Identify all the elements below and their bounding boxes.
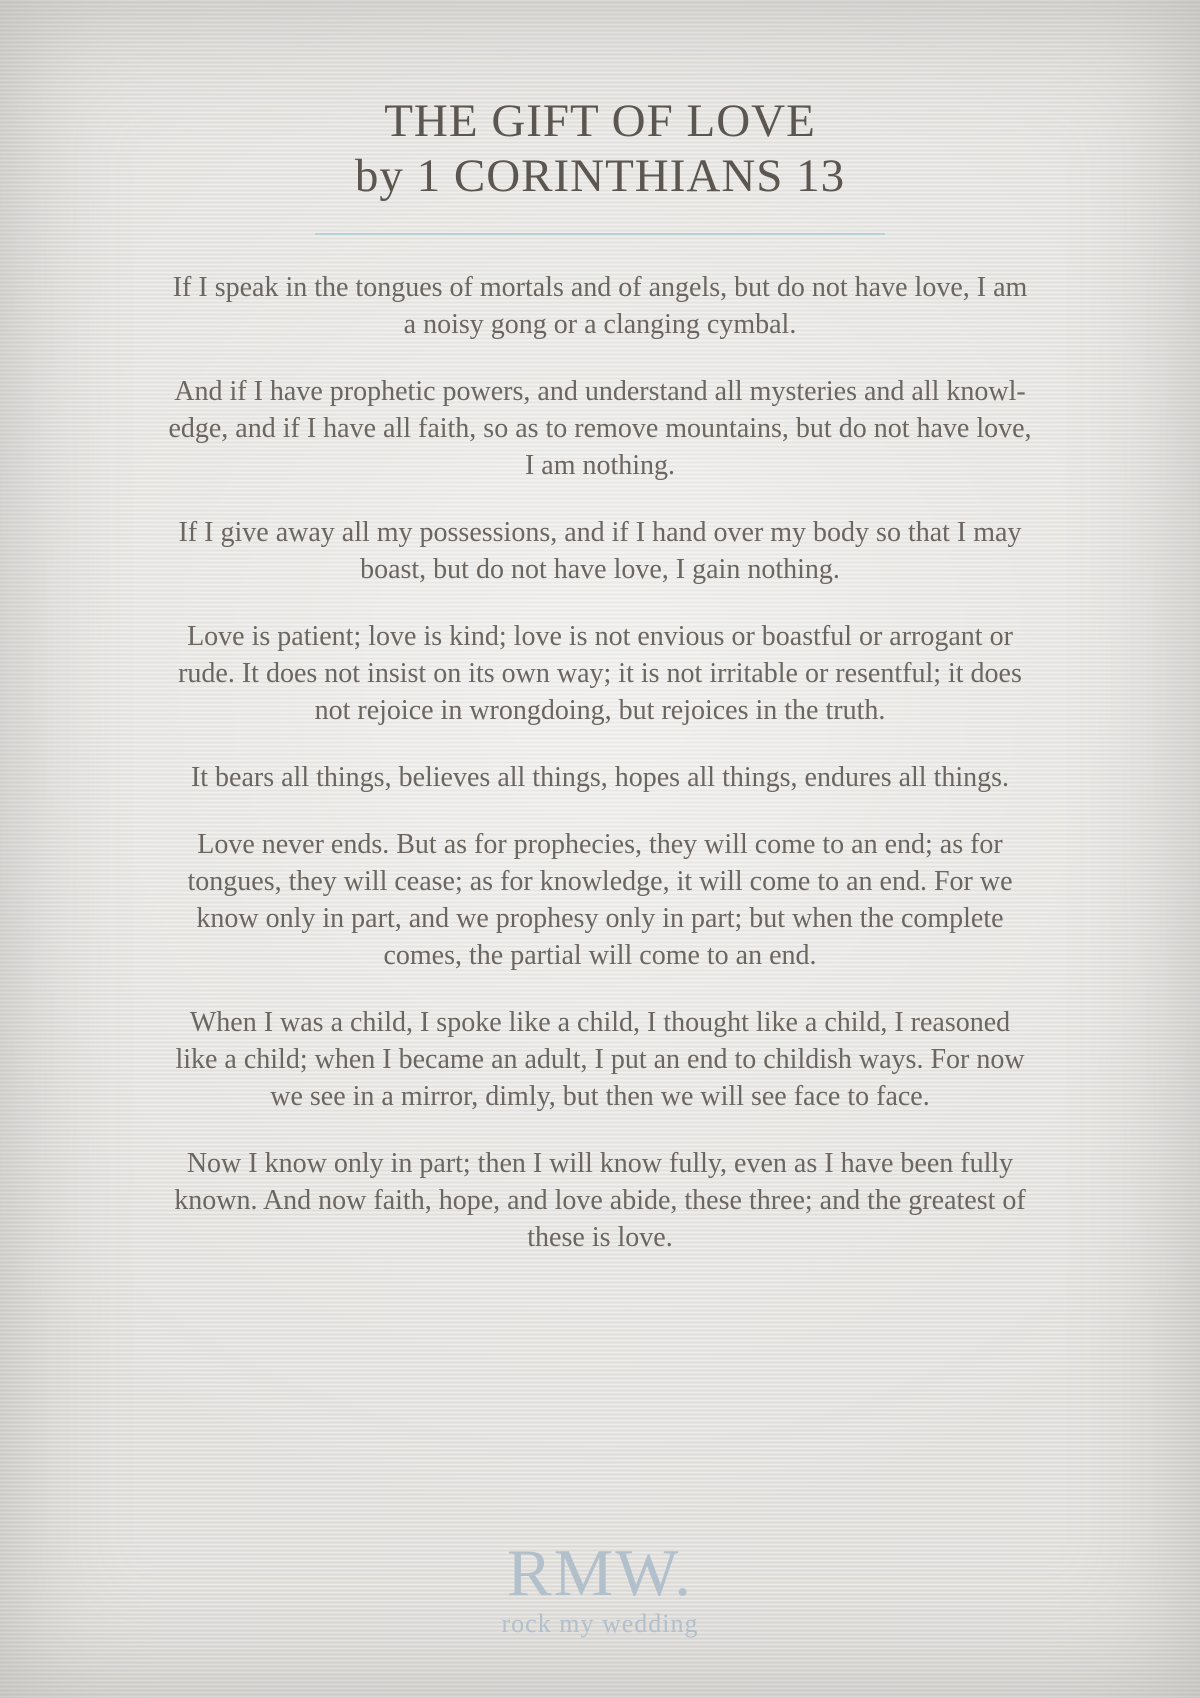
title-block bbox=[0, 0, 1200, 204]
verse-paragraph bbox=[108, 826, 1093, 974]
verse-paragraph bbox=[108, 1145, 1093, 1256]
verse-paragraph bbox=[108, 373, 1093, 484]
verse-paragraph bbox=[108, 514, 1093, 588]
verse-line: If I give away all my possessions, and if I hand over my body so that I may bbox=[178, 517, 1022, 548]
verse-line: Now I know only in part; then I will know fully, even as I have been fully bbox=[186, 1148, 1014, 1179]
verse-line: not rejoice in wrongdoing, but rejoices in the truth. bbox=[314, 695, 886, 726]
verse-line: It bears all things, believes all things, hopes all things, endures all things. bbox=[190, 762, 1010, 793]
verse-line: know only in part, and we prophesy only in part; but when the complete bbox=[196, 903, 1004, 934]
rmw-tagline: rock my wedding bbox=[501, 1609, 699, 1638]
verse-line: Love is patient; love is kind; love is not envious or boastful or arrogant or bbox=[187, 621, 1013, 652]
verse-line: If I speak in the tongues of mortals and of angels, but do not have love, I am bbox=[172, 272, 1028, 303]
page-title-line2: by 1 CORINTHIANS 13 bbox=[354, 150, 846, 202]
verse-paragraph bbox=[108, 1004, 1093, 1115]
verse-paragraph bbox=[108, 269, 1093, 343]
page-title bbox=[0, 94, 1200, 204]
verse-line: comes, the partial will come to an end. bbox=[383, 940, 817, 971]
verse-line: edge, and if I have all faith, so as to remove mountains, but do not have love, bbox=[168, 413, 1032, 444]
verse-line: known. And now faith, hope, and love abide, these three; and the greatest of bbox=[174, 1185, 1026, 1216]
verse-line: I am nothing. bbox=[524, 450, 676, 481]
verse-line: tongues, they will cease; as for knowledge, it will come to an end. For we bbox=[187, 866, 1013, 897]
page-title-line1: THE GIFT OF LOVE bbox=[384, 95, 816, 147]
verse-line: like a child; when I became an adult, I put an end to childish ways. For now bbox=[175, 1044, 1025, 1075]
verse-line: boast, but do not have love, I gain nothing. bbox=[360, 554, 840, 585]
footer-logo bbox=[0, 1536, 1200, 1638]
verse-paragraph bbox=[108, 759, 1093, 796]
verse-line: When I was a child, I spoke like a child, I thought like a child, I reasoned bbox=[189, 1007, 1011, 1038]
verse-paragraph bbox=[108, 618, 1093, 729]
verse-line: a noisy gong or a clanging cymbal. bbox=[403, 309, 797, 340]
poem-body bbox=[108, 269, 1093, 1256]
verse-line: Love never ends. But as for prophecies, they will come to an end; as for bbox=[197, 829, 1003, 860]
rmw-logo: RMW. bbox=[506, 1536, 694, 1610]
verse-line: rude. It does not insist on its own way; it is not irritable or resentful; it does bbox=[178, 658, 1022, 689]
verse-line: these is love. bbox=[527, 1222, 673, 1253]
verse-line: And if I have prophetic powers, and understand all mysteries and all knowl- bbox=[174, 376, 1026, 407]
verse-line: we see in a mirror, dimly, but then we will see face to face. bbox=[270, 1081, 930, 1112]
title-divider bbox=[315, 233, 885, 235]
